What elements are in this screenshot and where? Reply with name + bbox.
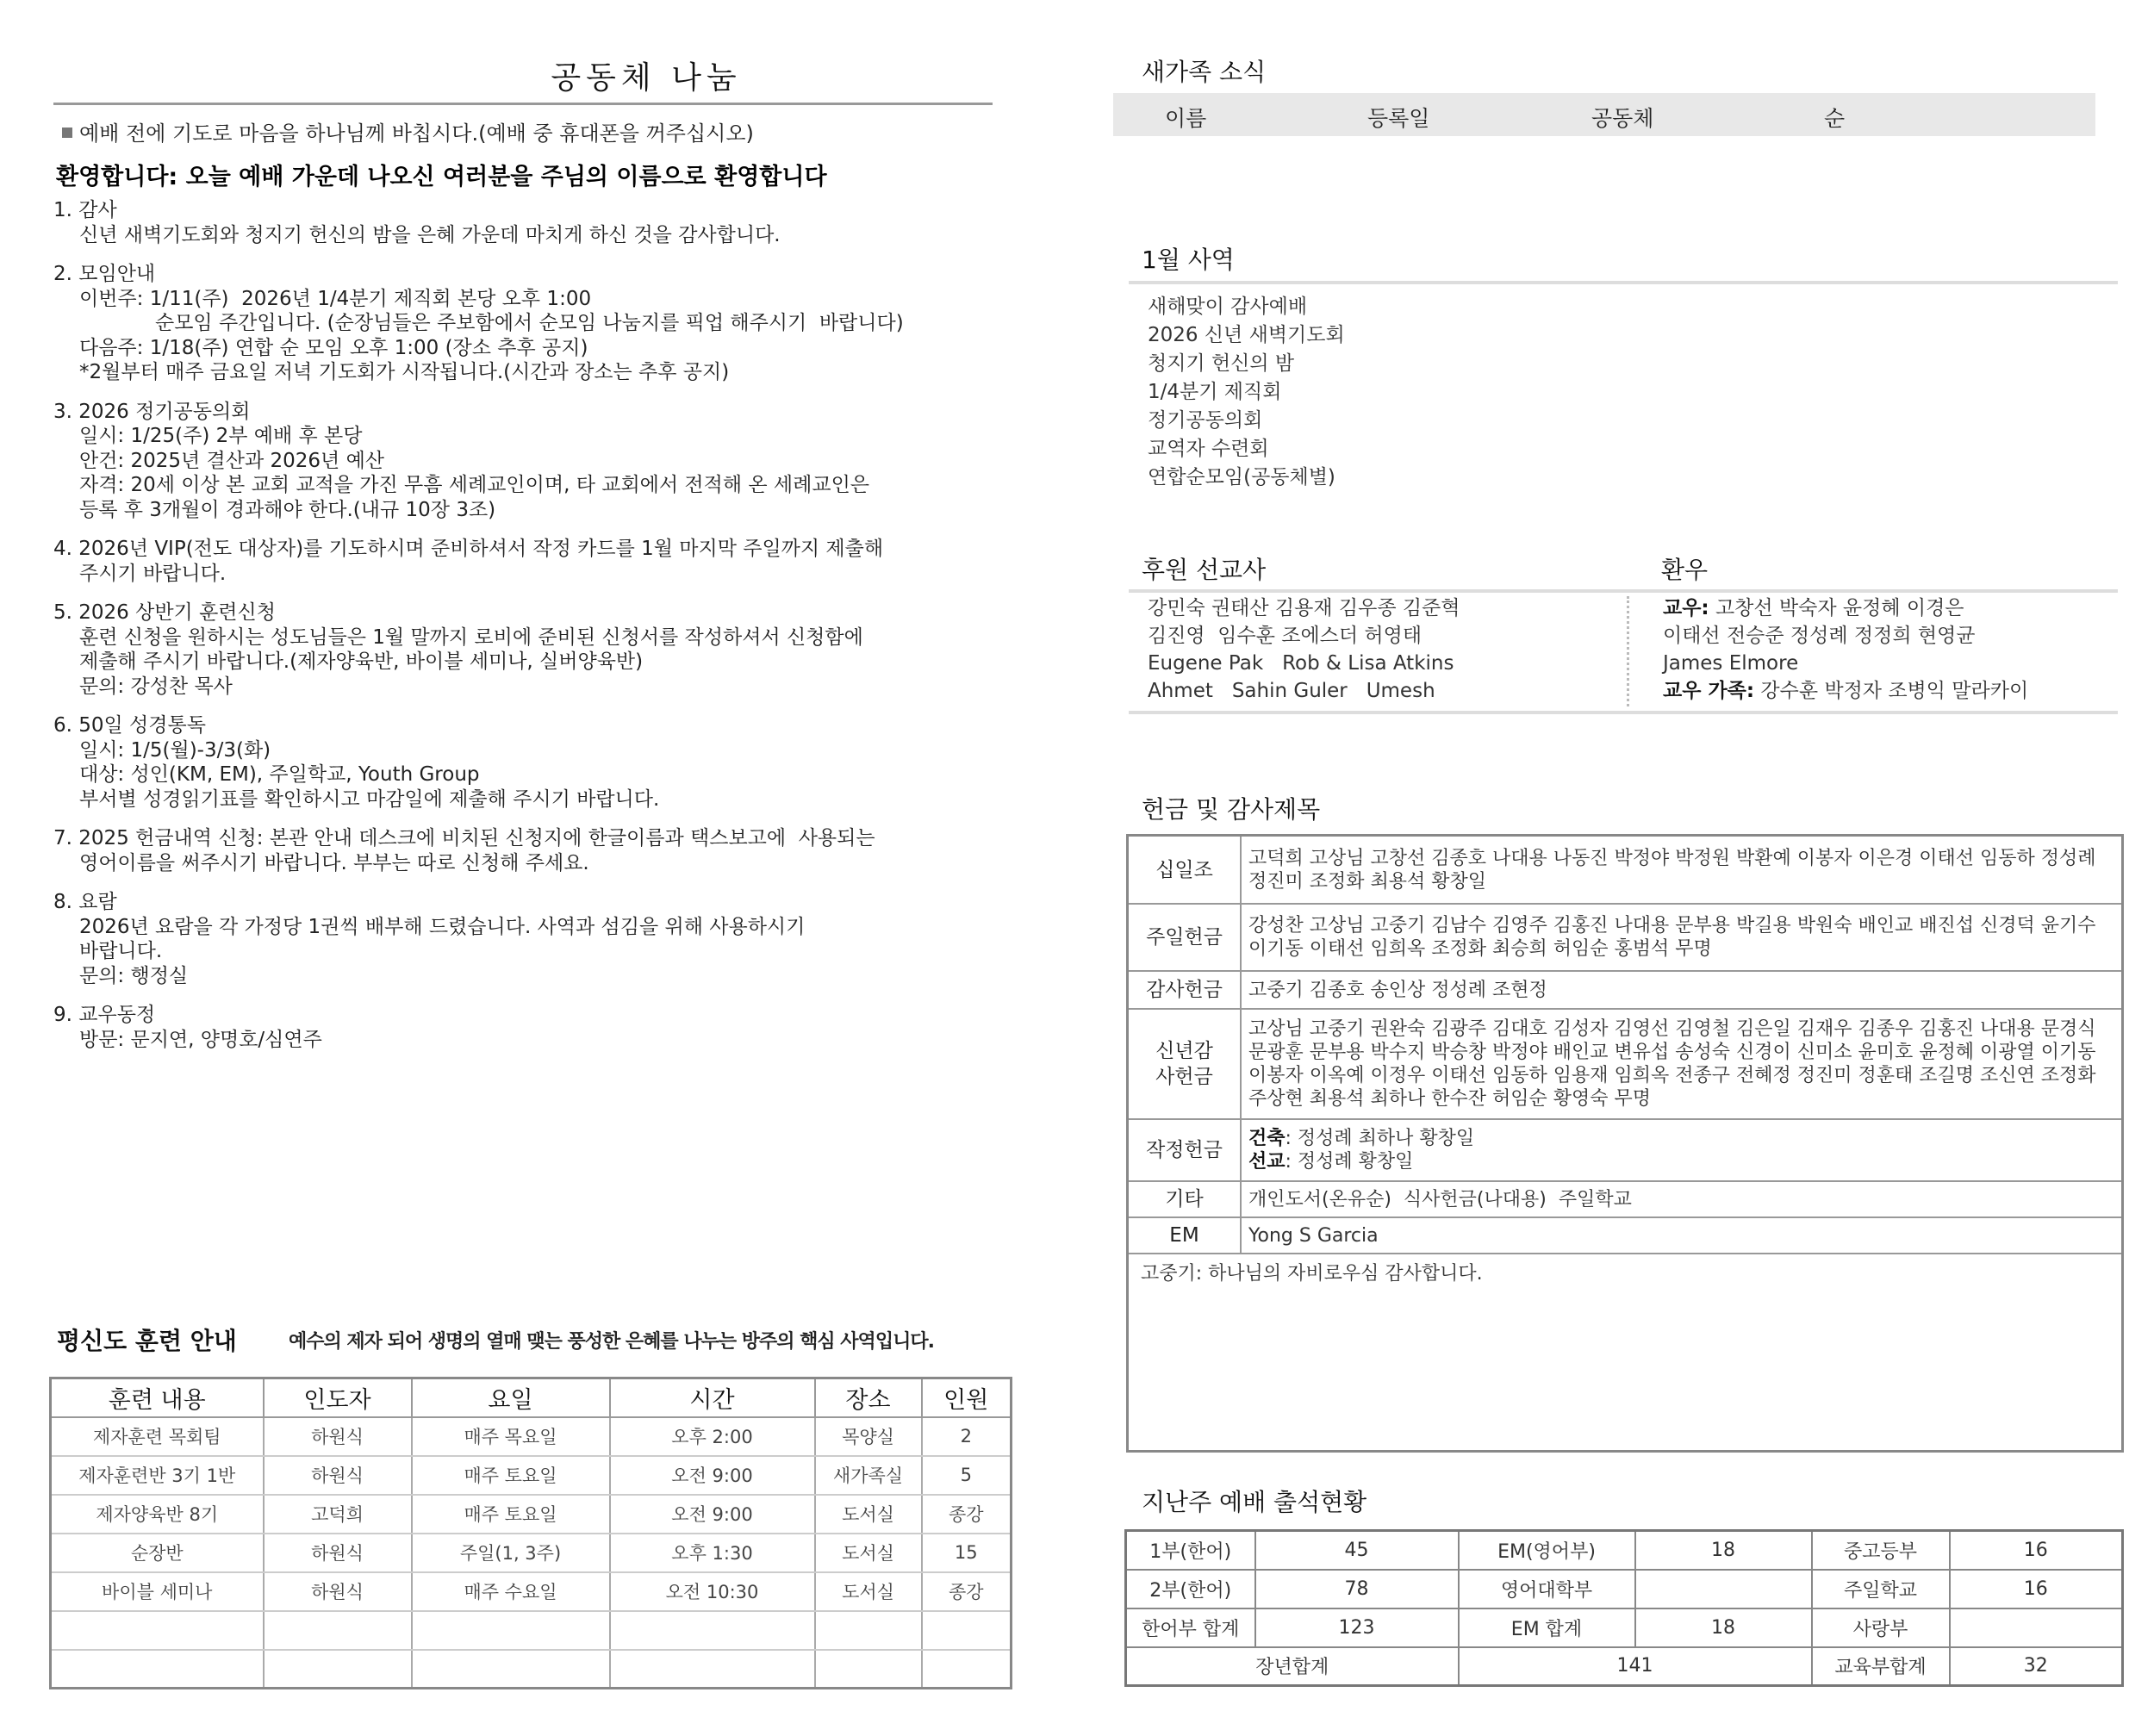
table-cell: 고덕희 (264, 1495, 412, 1534)
new-family-title: 새가족 소식 (1142, 58, 1267, 86)
offering-label: 십일조 (1129, 837, 1241, 904)
table-cell: 새가족실 (815, 1456, 922, 1495)
new-family-header-bar (1113, 93, 2095, 136)
column-header: 인도자 (264, 1378, 412, 1417)
offering-names: 고중기 김종호 송인상 정성례 조현정 (1241, 971, 2121, 1009)
table-cell: 한어부 합계 (1126, 1608, 1255, 1647)
table-cell: EM(영어부) (1459, 1531, 1635, 1570)
announcement-heading: 8. 요람 (53, 891, 117, 913)
table-cell: 78 (1255, 1570, 1459, 1608)
table-row (1129, 837, 2121, 904)
list-item: 새해맞이 감사예배 (1148, 296, 1308, 318)
announcement-heading: 1. 감사 (53, 199, 117, 221)
table-cell (412, 1611, 610, 1650)
column-header: 순 (1824, 106, 1846, 131)
announcement-line: 부서별 성경읽기표를 확인하시고 마감일에 제출해 주시기 바랍니다. (79, 787, 660, 811)
table-cell: 주일학교 (1812, 1570, 1950, 1608)
table-cell: 오후 2:00 (610, 1417, 815, 1456)
column-divider (1627, 596, 1629, 706)
announcement-item (53, 600, 1001, 699)
announcement-heading: 9. 교우동정 (53, 1004, 156, 1026)
announcement-line: 문의: 행정실 (79, 964, 189, 987)
column-header: 시간 (610, 1378, 815, 1417)
table-cell: 매주 토요일 (412, 1456, 610, 1495)
training-table (49, 1377, 1012, 1689)
table-row (51, 1495, 1012, 1534)
table-cell: 매주 목요일 (412, 1417, 610, 1456)
sick-names: 이태선 전승준 정성례 정정희 현영균 (1663, 625, 1976, 647)
table-cell: 바이블 세미나 (51, 1572, 264, 1611)
table-cell: 45 (1255, 1531, 1459, 1570)
sick-names: 고창선 박숙자 윤정혜 이경은 (1709, 597, 1964, 619)
table-cell: EM 합계 (1459, 1608, 1635, 1647)
table-cell (1635, 1570, 1812, 1608)
table-cell: 사랑부 (1812, 1608, 1950, 1647)
table-cell: 주일(1, 3주) (412, 1534, 610, 1572)
offering-names: 고덕희 고상님 고창선 김종호 나대용 나동진 박정야 박정원 박환예 이봉자 이은경 이태선 임동하 정성례 정진미 조정화 최용석 황창일 (1241, 837, 2121, 904)
missionaries-list (1148, 594, 1460, 705)
table-cell: 오전 10:30 (610, 1572, 815, 1611)
announcement-item (53, 262, 1001, 385)
table-cell: 16 (1950, 1570, 2123, 1608)
attendance-table (1124, 1529, 2124, 1687)
table-cell: 종강 (922, 1495, 1012, 1534)
announcement-heading: 5. 2026 상반기 훈련신청 (53, 601, 276, 624)
table-cell: 순장반 (51, 1534, 264, 1572)
announcement-item (53, 826, 1001, 875)
table-cell (264, 1611, 412, 1650)
square-bullet-icon (62, 128, 72, 138)
table-row (51, 1417, 1012, 1456)
announcement-line: 영어이름을 써주시기 바랍니다. 부부는 따로 신청해 주세요. (79, 851, 589, 874)
table-row (51, 1456, 1012, 1495)
offering-label: 감사헌금 (1129, 971, 1241, 1009)
offering-label: 작정헌금 (1129, 1119, 1241, 1181)
list-item: 교역자 수련회 (1148, 438, 1269, 460)
table-cell: 매주 토요일 (412, 1495, 610, 1534)
offering-label-text: 신년감사헌금 (1155, 1040, 1213, 1088)
table-row (51, 1572, 1012, 1611)
pledge-label: 건축 (1248, 1128, 1286, 1149)
thanks-note: 고중기: 하나님의 자비로우심 감사합니다. (1141, 1263, 1483, 1285)
offering-names: Yong S Garcia (1241, 1217, 2121, 1254)
announcement-line: 이번주: 1/11(주) 2026년 1/4분기 제직회 본당 오후 1:00 (79, 287, 592, 310)
training-title: 평신도 훈련 안내 (57, 1327, 237, 1355)
table-cell: 도서실 (815, 1572, 922, 1611)
table-cell (51, 1611, 264, 1650)
table-cell (815, 1611, 922, 1650)
missionaries-title: 후원 선교사 (1142, 556, 1267, 584)
table-row (1129, 1217, 2121, 1254)
table-cell: 장년합계 (1126, 1647, 1459, 1686)
pledge-names: : 정성례 최하나 황창일 (1285, 1128, 1475, 1149)
announcement-line: 주시기 바랍니다. (79, 562, 227, 585)
table-row (1126, 1647, 2123, 1686)
offering-label: EM (1129, 1217, 1241, 1254)
table-cell: 오전 9:00 (610, 1495, 815, 1534)
announcement-item (53, 1003, 1001, 1052)
offering-names: 개인도서(온유순) 식사헌금(나대용) 주일학교 (1241, 1181, 2121, 1217)
section-divider (1129, 281, 2118, 284)
table-cell (51, 1650, 264, 1689)
announcement-line: 순모임 주간입니다. (순장님들은 주보함에서 순모임 나눔지를 픽업 해주시기 바랍니다) (155, 312, 904, 334)
offerings-title: 헌금 및 감사제목 (1142, 795, 1321, 824)
sick-members-title: 환우 (1661, 556, 1709, 584)
table-cell: 123 (1255, 1608, 1459, 1647)
table-cell (815, 1650, 922, 1689)
announcement-line: 방문: 문지연, 양명호/심연주 (79, 1028, 322, 1051)
column-header: 인원 (922, 1378, 1012, 1417)
pledge-label: 선교 (1248, 1151, 1286, 1173)
table-cell: 하원식 (264, 1534, 412, 1572)
table-cell: 18 (1635, 1608, 1812, 1647)
table-cell: 도서실 (815, 1495, 922, 1534)
announcement-item (53, 713, 1001, 812)
announcement-heading: 4. 2026년 VIP(전도 대상자)를 기도하시며 준비하셔서 작정 카드를 1월 마지막 주일까지 제출해 (53, 538, 884, 560)
table-cell: 오전 9:00 (610, 1456, 815, 1495)
list-item (1663, 677, 2028, 705)
list-item: 청지기 헌신의 밤 (1148, 352, 1295, 375)
offerings-table (1129, 837, 2121, 1254)
page-title: 공동체 나눔 (551, 60, 742, 96)
table-cell: 5 (922, 1456, 1012, 1495)
table-row (1129, 904, 2121, 971)
list-item (1663, 594, 2028, 622)
training-subtitle: 예수의 제자 되어 생명의 열매 맺는 풍성한 은혜를 나누는 방주의 핵심 사역입니다. (289, 1331, 934, 1353)
table-cell (922, 1611, 1012, 1650)
table-cell: 하원식 (264, 1572, 412, 1611)
column-header: 훈련 내용 (51, 1378, 264, 1417)
list-item: 김진영 임수훈 조에스더 허영태 (1148, 625, 1423, 647)
sick-label: 교우: (1663, 597, 1709, 619)
title-divider (53, 103, 993, 105)
announcement-line: 훈련 신청을 원하시는 성도님들은 1월 말까지 로비에 준비된 신청서를 작성하셔서 신청함에 (79, 625, 863, 649)
offering-names: 강성찬 고상님 고중기 김남수 김영주 김홍진 나대용 문부용 박길용 박원숙 배인교 배진섭 신경덕 윤기수 이기동 이태선 임희옥 조정화 최승희 허임순 홍범석 무명 (1241, 904, 2121, 971)
table-cell (412, 1650, 610, 1689)
table-cell: 제자훈련 목회팀 (51, 1417, 264, 1456)
table-cell: 영어대학부 (1459, 1570, 1635, 1608)
announcement-line: 일시: 1/5(월)-3/3(화) (79, 738, 271, 762)
january-ministry-list (1148, 293, 1345, 492)
announcement-item (53, 537, 1001, 586)
list-item: 1/4분기 제직회 (1148, 381, 1282, 403)
announcement-line: 문의: 강성찬 목사 (79, 675, 233, 698)
table-row (1126, 1570, 2123, 1608)
table-cell: 중고등부 (1812, 1531, 1950, 1570)
table-cell (610, 1650, 815, 1689)
announcement-line: 신년 새벽기도회와 청지기 헌신의 밤을 은혜 가운데 마치게 하신 것을 감사합니다. (79, 223, 781, 246)
pledge-names: : 정성례 황창일 (1285, 1151, 1414, 1173)
announcement-line: 바랍니다. (79, 940, 163, 962)
offering-label (1129, 1009, 1241, 1119)
list-item: 강민숙 권태산 김용재 김우종 김준혁 (1148, 597, 1460, 619)
table-row (51, 1534, 1012, 1572)
list-item (1663, 622, 2028, 650)
table-cell: 2 (922, 1417, 1012, 1456)
announcement-heading: 6. 50일 성경통독 (53, 714, 206, 737)
column-header: 장소 (815, 1378, 922, 1417)
table-cell: 매주 수요일 (412, 1572, 610, 1611)
announcement-heading: 7. 2025 헌금내역 신청: 본관 안내 데스크에 비치된 신청지에 한글이름과 택스보고에 사용되는 (53, 827, 875, 849)
column-header: 등록일 (1367, 106, 1430, 131)
table-cell: 교육부합계 (1812, 1647, 1950, 1686)
sick-members-list (1663, 594, 2028, 705)
attendance-title: 지난주 예배 출석현황 (1142, 1488, 1367, 1516)
announcement-line: *2월부터 매주 금요일 저녁 기도회가 시작됩니다.(시간과 장소는 추후 공지) (79, 361, 730, 383)
pledge-offering (1241, 1119, 2121, 1181)
table-cell: 제자훈련반 3기 1반 (51, 1456, 264, 1495)
announcement-item (53, 198, 1001, 247)
list-item (1663, 650, 2028, 677)
offerings-box (1126, 834, 2124, 1453)
table-header-row (51, 1378, 1012, 1417)
column-header: 이름 (1165, 106, 1207, 131)
table-row (1129, 1009, 2121, 1119)
table-cell: 32 (1950, 1647, 2123, 1686)
table-row (1129, 1181, 2121, 1217)
list-item: Ahmet Sahin Guler Umesh (1148, 680, 1435, 702)
table-cell: 오후 1:30 (610, 1534, 815, 1572)
section-divider (1129, 589, 2118, 593)
announcement-item (53, 400, 1001, 523)
table-cell (610, 1611, 815, 1650)
announcement-line: 등록 후 3개월이 경과해야 한다.(내규 10장 3조) (79, 498, 496, 521)
sick-names: 강수훈 박정자 조병익 말라카이 (1754, 680, 2029, 702)
table-cell: 제자양육반 8기 (51, 1495, 264, 1534)
table-row (51, 1650, 1012, 1689)
offering-label: 주일헌금 (1129, 904, 1241, 971)
announcement-line: 안건: 2025년 결산과 2026년 예산 (79, 449, 385, 472)
table-cell: 하원식 (264, 1456, 412, 1495)
table-row (1126, 1608, 2123, 1647)
announcement-line: 자격: 20세 이상 본 교회 교적을 가진 무흠 세례교인이며, 타 교회에서 전적해 온 세례교인은 (79, 474, 870, 496)
sick-label: 교우 가족: (1663, 680, 1755, 702)
table-cell: 하원식 (264, 1417, 412, 1456)
list-item: Eugene Pak Rob & Lisa Atkins (1148, 652, 1454, 675)
announcement-item (53, 890, 1001, 988)
offering-label: 기타 (1129, 1181, 1241, 1217)
announcement-line: 대상: 성인(KM, EM), 주일학교, Youth Group (79, 763, 480, 786)
announcements-list (53, 198, 1001, 1067)
table-cell: 15 (922, 1534, 1012, 1572)
list-item: 연합순모임(공동체별) (1148, 466, 1335, 488)
section-divider (1129, 711, 2118, 714)
table-cell: 도서실 (815, 1534, 922, 1572)
announcement-line: 다음주: 1/18(주) 연합 순 모임 오후 1:00 (장소 추후 공지) (79, 336, 588, 359)
column-header: 요일 (412, 1378, 610, 1417)
announcement-line: 2026년 요람을 각 가정당 1권씩 배부해 드렸습니다. 사역과 섬김을 위해 사용하시기 (79, 915, 806, 938)
announcement-heading: 2. 모임안내 (53, 263, 156, 285)
table-row (1126, 1531, 2123, 1570)
table-cell (922, 1650, 1012, 1689)
welcome-message: 환영합니다: 오늘 예배 가운데 나오신 여러분을 주님의 이름으로 환영합니다 (56, 164, 827, 190)
table-cell: 16 (1950, 1531, 2123, 1570)
table-row (1129, 1119, 2121, 1181)
announcement-heading: 3. 2026 정기공동의회 (53, 400, 251, 423)
worship-notice (62, 116, 754, 146)
worship-notice-text: 예배 전에 기도로 마음을 하나님께 바칩시다.(예배 중 휴대폰을 꺼주십시오) (79, 121, 754, 146)
list-item: 정기공동의회 (1148, 409, 1263, 432)
table-row (51, 1611, 1012, 1650)
table-cell (264, 1650, 412, 1689)
table-cell: 1부(한어) (1126, 1531, 1255, 1570)
list-item: 2026 신년 새벽기도회 (1148, 324, 1345, 346)
table-cell: 2부(한어) (1126, 1570, 1255, 1608)
table-cell: 18 (1635, 1531, 1812, 1570)
offering-names: 고상님 고중기 권완숙 김광주 김대호 김성자 김영선 김영철 김은일 김재우 김종우 김홍진 나대용 문경식 문광훈 문부용 박수지 박승창 박정야 배인교 변유섭 송성숙 신경이 신미소 윤미호 윤정혜 이광열 이기동 이봉자 이옥예 이정우 이태선 임동하 임용재 임희옥 전종구 전혜정 정진미 정훈태 조길명 조신연 조정화 주상현 최용석 최하나 한수잔 허임순 황영숙 무명 (1241, 1009, 2121, 1119)
column-header: 공동체 (1591, 106, 1654, 131)
announcement-line: 제출해 주시기 바랍니다.(제자양육반, 바이블 세미나, 실버양육반) (79, 650, 644, 673)
announcement-line: 일시: 1/25(주) 2부 예배 후 본당 (79, 425, 363, 447)
table-cell: 목양실 (815, 1417, 922, 1456)
january-ministry-title: 1월 사역 (1142, 246, 1235, 274)
sick-names: James Elmore (1663, 652, 1799, 675)
table-cell (1950, 1608, 2123, 1647)
table-cell: 종강 (922, 1572, 1012, 1611)
table-cell: 141 (1459, 1647, 1812, 1686)
table-row (1129, 971, 2121, 1009)
